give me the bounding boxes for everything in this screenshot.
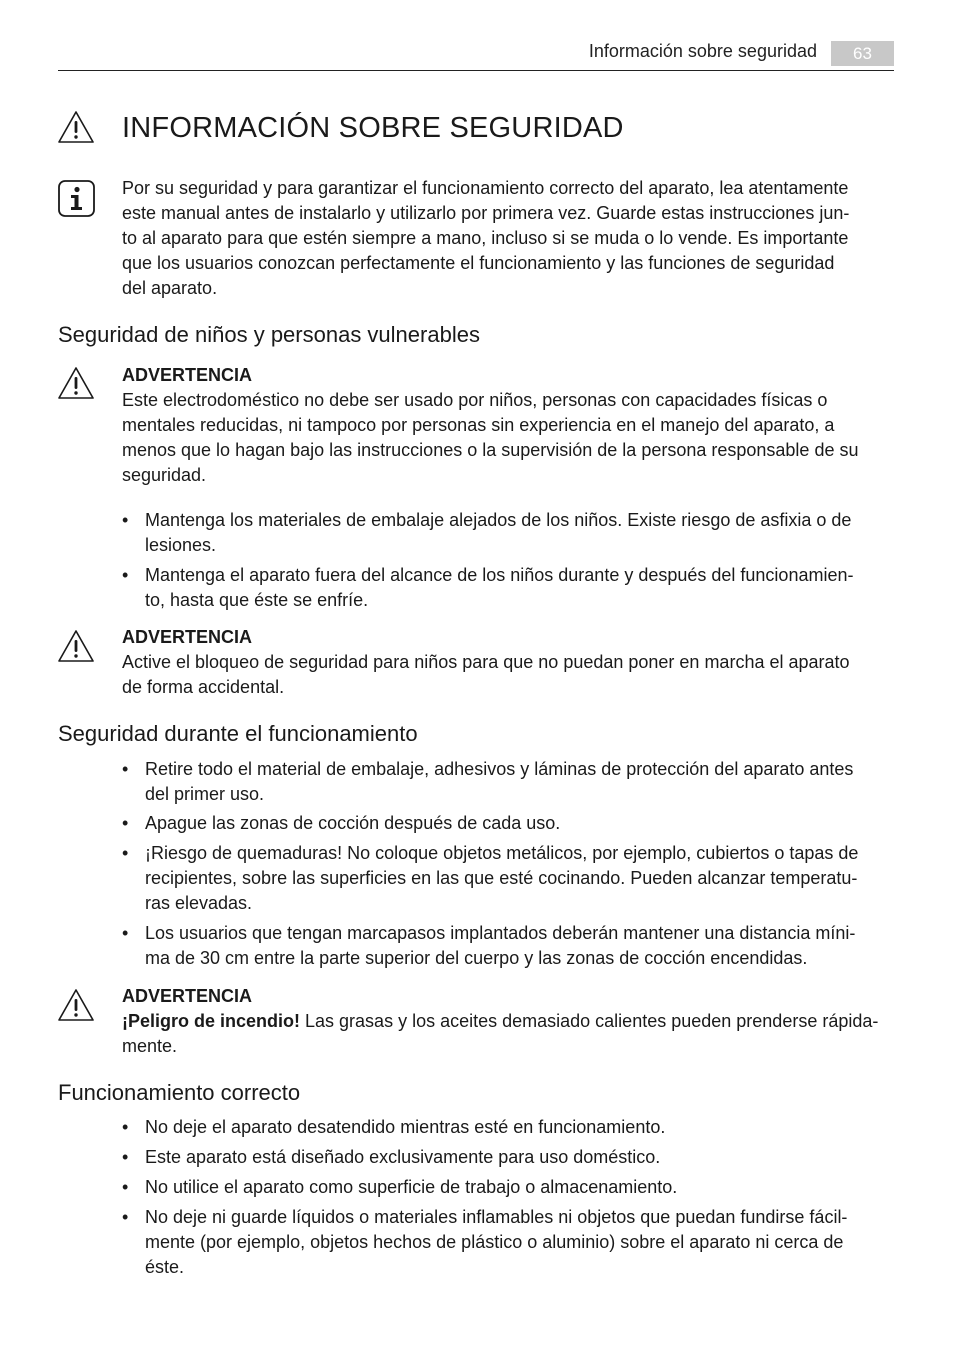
info-icon — [58, 180, 95, 217]
bullet-glyph: • — [122, 1177, 129, 1197]
warning-block-child-lock — [122, 625, 894, 700]
list-item-line: ma de 30 cm entre la parte superior del cuerpo y las zonas de cocción encendidas. — [145, 948, 808, 968]
section-heading-correct-use: Funcionamiento correcto — [58, 1080, 301, 1105]
intro-paragraph — [122, 176, 894, 301]
running-header-title: Información sobre seguridad — [588, 41, 817, 61]
bullet-glyph: • — [122, 1147, 129, 1167]
warning-text-line: seguridad. — [122, 465, 207, 485]
intro-line: este manual antes de instalarlo y utilizarlo por primera vez. Guarde estas instrucciones jun- — [122, 203, 850, 223]
bullet-glyph: • — [122, 565, 129, 585]
list-item — [122, 1115, 894, 1140]
intro-line: que los usuarios conozcan perfectamente el funcionamiento y las funciones de seguridad — [122, 253, 835, 273]
warning-text-line — [122, 1009, 894, 1034]
list-item — [122, 1145, 894, 1170]
list-item-line: Mantenga los materiales de embalaje alejados de los niños. Existe riesgo de asfixia o de — [145, 510, 852, 530]
list-item-line: Mantenga el aparato fuera del alcance de los niños durante y después del funcionamien- — [145, 565, 854, 585]
list-item-line: éste. — [145, 1257, 185, 1277]
fire-danger-label: ¡Peligro de incendio! — [122, 1011, 301, 1031]
page-number: 63 — [831, 41, 894, 66]
intro-line: del aparato. — [122, 278, 218, 298]
warning-block-children — [122, 363, 894, 488]
bullet-glyph: • — [122, 510, 129, 530]
list-item-line: Apague las zonas de cocción después de cada uso. — [145, 813, 561, 833]
list-item-line: No deje el aparato desatendido mientras esté en funcionamiento. — [145, 1117, 666, 1137]
list-item — [122, 1175, 894, 1200]
bullet-glyph: • — [122, 1207, 129, 1227]
bullet-glyph: • — [122, 759, 129, 779]
list-item-line: mente (por ejemplo, objetos hechos de plástico o aluminio) sobre el aparato ni cerca de — [145, 1232, 844, 1252]
section-heading-operation: Seguridad durante el funcionamiento — [58, 721, 418, 746]
warning-text-line: Active el bloqueo de seguridad para niños para que no puedan poner en marcha el aparato — [122, 652, 850, 672]
list-item-line: Los usuarios que tengan marcapasos implantados deberán mantener una distancia míni- — [145, 923, 856, 943]
warning-text-line: menos que lo hagan bajo las instrucciones o la supervisión de la persona responsable de su — [122, 440, 859, 460]
intro-line: Por su seguridad y para garantizar el funcionamiento correcto del aparato, lea atentamente — [122, 178, 849, 198]
warning-text: Las grasas y los aceites demasiado calientes pueden prenderse rápida- — [300, 1011, 879, 1031]
list-item-line: Este aparato está diseñado exclusivamente para uso doméstico. — [145, 1147, 661, 1167]
warning-label: ADVERTENCIA — [122, 365, 253, 385]
list-item-line: ¡Riesgo de quemaduras! No coloque objetos metálicos, por ejemplo, cubiertos o tapas de — [145, 843, 859, 863]
list-item-line: to, hasta que éste se enfríe. — [145, 590, 369, 610]
list-item-line: recipientes, sobre las superficies en las que esté cocinando. Pueden alcanzar temperatu- — [145, 868, 858, 888]
warning-label: ADVERTENCIA — [122, 986, 253, 1006]
list-item — [122, 811, 894, 836]
warning-block-fire — [122, 984, 894, 1059]
page-title: INFORMACIÓN SOBRE SEGURIDAD — [122, 112, 624, 144]
list-item — [122, 921, 894, 971]
list-item — [122, 508, 894, 558]
list-item-line: lesiones. — [145, 535, 217, 555]
warning-text-line: de forma accidental. — [122, 677, 285, 697]
warning-triangle-icon — [57, 110, 95, 144]
warning-text-line: mentales reducidas, ni tampoco por personas sin experiencia en el manejo del aparato, a — [122, 415, 835, 435]
bullet-glyph: • — [122, 923, 129, 943]
warning-label: ADVERTENCIA — [122, 627, 253, 647]
bullet-glyph: • — [122, 1117, 129, 1137]
warning-text-line: mente. — [122, 1036, 178, 1056]
header-divider — [58, 70, 894, 71]
list-item-line: Retire todo el material de embalaje, adhesivos y láminas de protección del aparato antes — [145, 759, 854, 779]
warning-triangle-icon — [57, 366, 95, 400]
list-item-line: No deje ni guarde líquidos o materiales inflamables ni objetos que puedan fundirse fácil- — [145, 1207, 848, 1227]
list-item — [122, 1205, 894, 1280]
list-item — [122, 841, 894, 916]
list-item — [122, 563, 894, 613]
list-item-line: ras elevadas. — [145, 893, 253, 913]
list-item — [122, 757, 894, 807]
list-item-line: No utilice el aparato como superficie de trabajo o almacenamiento. — [145, 1177, 678, 1197]
warning-triangle-icon — [57, 988, 95, 1022]
intro-line: to al aparato para que estén siempre a mano, incluso si se muda o lo vende. Es importante — [122, 228, 849, 248]
bullet-glyph: • — [122, 813, 129, 833]
warning-text-line: Este electrodoméstico no debe ser usado por niños, personas con capacidades físicas o — [122, 390, 828, 410]
list-item-line: del primer uso. — [145, 784, 265, 804]
section-heading-children: Seguridad de niños y personas vulnerables — [58, 322, 480, 347]
warning-triangle-icon — [57, 629, 95, 663]
bullet-glyph: • — [122, 843, 129, 863]
